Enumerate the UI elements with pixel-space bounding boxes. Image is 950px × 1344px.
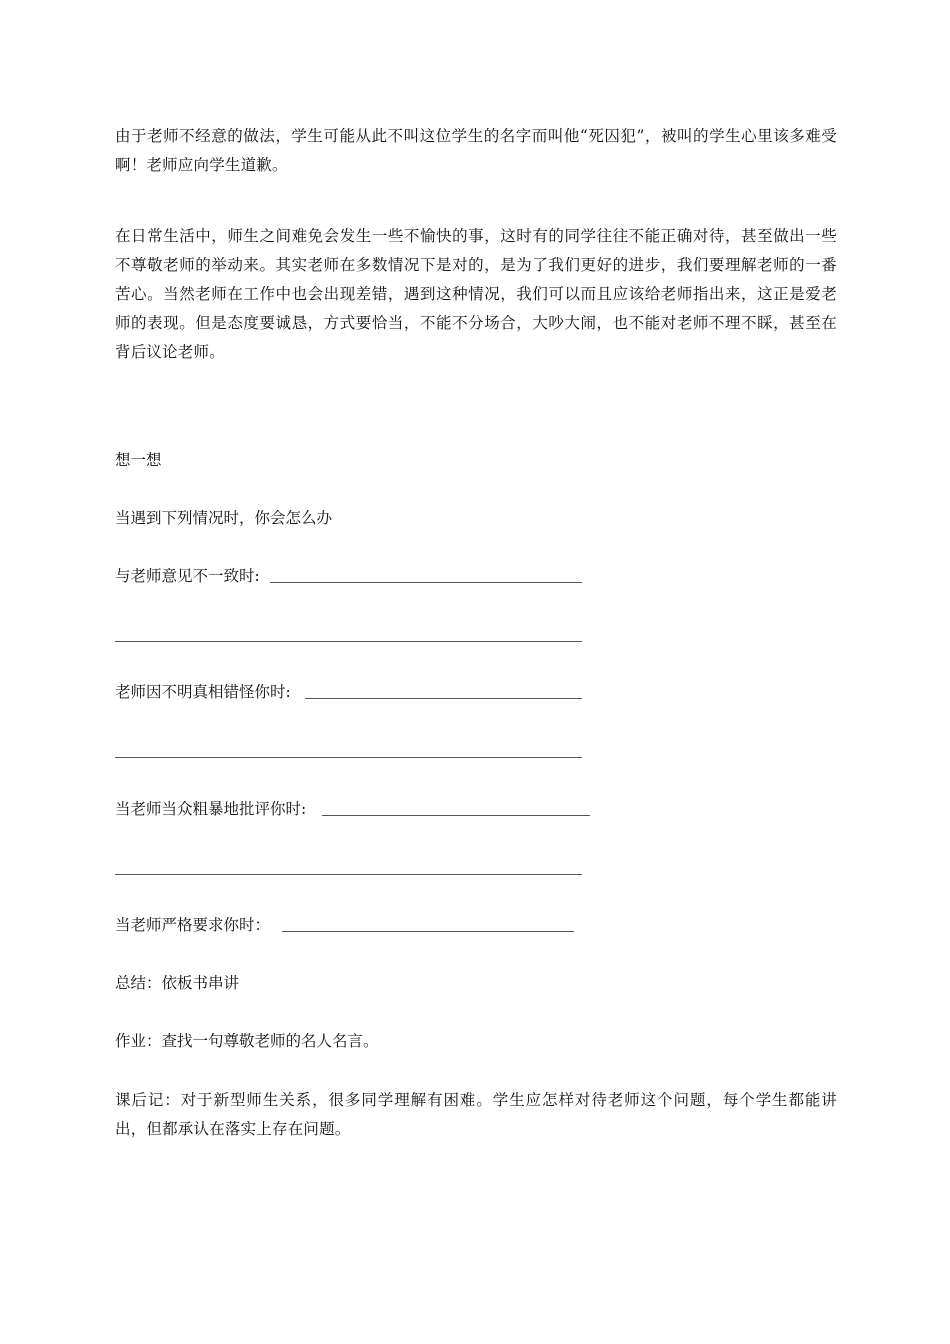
question-strict-requirements-label: 当老师严格要求你时： <box>115 916 271 934</box>
think-prompt: 当遇到下列情况时，你会怎么办 <box>115 509 333 527</box>
answer-line-public-criticism[interactable] <box>322 815 590 816</box>
paragraph-teacher-relations: 在日常生活中，师生之间难免会发生一些不愉快的事，这时有的同学往往不能正确对待，甚至做出一些不尊敬老师的举动来。其实老师在多数情况下是对的，是为了我们更好的进步，我们要理解老师的一番苦心。当然老师在工作中也会出现差错，遇到这种情况，我们可以而且应该给老师指出来，这正是爱老师的表现。但是态度要诚恳，方式要恰当，不能不分场合，大吵大闹，也不能对老师不理不睬，甚至在背后议论老师。 <box>115 227 837 361</box>
answer-line-disagree-extra[interactable] <box>115 641 582 642</box>
paragraph-apology: 由于老师不经意的做法，学生可能从此不叫这位学生的名字而叫他“死囚犯”，被叫的学生心里该多难受啊！老师应向学生道歉。 <box>115 127 837 174</box>
question-wrongly-blamed-label: 老师因不明真相错怪你时: <box>115 683 291 701</box>
answer-line-public-criticism-extra[interactable] <box>115 874 582 875</box>
answer-line-disagree[interactable] <box>270 582 582 583</box>
answer-line-wrongly-blamed[interactable] <box>305 698 582 699</box>
summary-line: 总结：依板书串讲 <box>115 974 240 992</box>
answer-line-strict-requirements[interactable] <box>282 931 574 932</box>
answer-line-wrongly-blamed-extra[interactable] <box>115 757 582 758</box>
think-heading: 想一想 <box>115 451 162 469</box>
homework-line: 作业：查找一句尊敬老师的名人名言。 <box>115 1032 379 1050</box>
reflection-paragraph: 课后记：对于新型师生关系，很多同学理解有困难。学生应怎样对待老师这个问题，每个学生都能讲出，但都承认在落实上存在问题。 <box>115 1091 837 1138</box>
question-public-criticism-label: 当老师当众粗暴地批评你时: <box>115 800 307 818</box>
question-disagree-label: 与老师意见不一致时: <box>115 567 260 585</box>
